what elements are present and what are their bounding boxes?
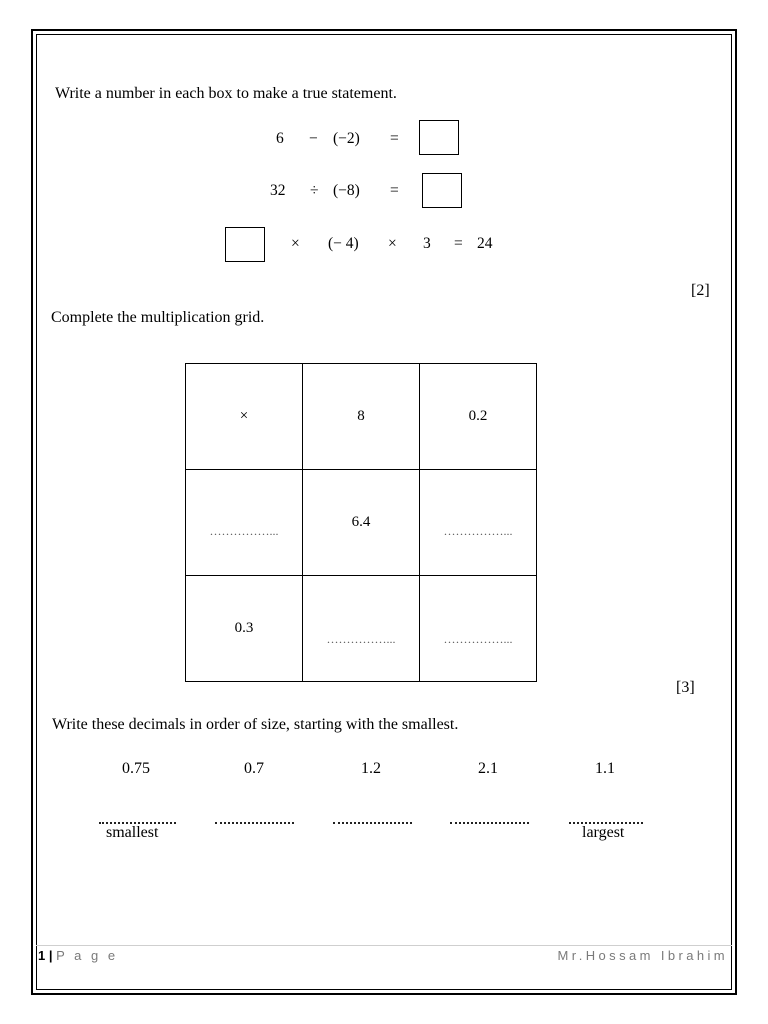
answer-dots: ……………... xyxy=(326,632,396,646)
largest-label: largest xyxy=(582,824,625,841)
decimal-5: 1.1 xyxy=(595,760,615,777)
q1-eq2-a: 32 xyxy=(270,182,286,199)
q1-eq3-result: 24 xyxy=(477,235,493,252)
answer-blank-4[interactable] xyxy=(450,822,529,824)
q1-eq2-answer-box[interactable] xyxy=(422,173,462,208)
q1-eq3-op2: × xyxy=(388,235,397,252)
page-number: 1 xyxy=(38,948,46,963)
q1-eq2-op: ÷ xyxy=(310,182,319,199)
q1-eq3-answer-box[interactable] xyxy=(225,227,265,262)
q1-eq3-op1: × xyxy=(291,235,300,252)
q2-marks: [3] xyxy=(676,679,695,696)
footer-author: Mr.Hossam Ibrahim xyxy=(557,948,728,963)
q1-eq3-b: (− 4) xyxy=(328,235,359,252)
grid-corner-cell xyxy=(186,364,303,470)
answer-dots: ……………... xyxy=(443,524,513,538)
grid-cell-r2c1-blank[interactable] xyxy=(303,576,420,682)
grid-row-header-2: 0.3 xyxy=(186,576,303,682)
q1-eq1-b: (−2) xyxy=(333,130,360,147)
smallest-label: smallest xyxy=(106,824,159,841)
answer-blank-2[interactable] xyxy=(215,822,294,824)
q3-instruction: Write these decimals in order of size, starting with the smallest. xyxy=(52,716,459,733)
decimal-1: 0.75 xyxy=(122,760,150,777)
multiplication-grid xyxy=(185,363,537,682)
grid-cell-r2c2-blank[interactable] xyxy=(420,576,537,682)
q1-eq1-op: − xyxy=(309,130,318,147)
decimal-2: 0.7 xyxy=(244,760,264,777)
q1-eq3-equals: = xyxy=(454,235,463,252)
q1-eq2-equals: = xyxy=(390,182,399,199)
decimal-3: 1.2 xyxy=(361,760,381,777)
q1-eq1-equals: = xyxy=(390,130,399,147)
q1-instruction: Write a number in each box to make a true statement. xyxy=(55,85,397,102)
answer-blank-3[interactable] xyxy=(333,822,412,824)
q1-eq1-a: 6 xyxy=(276,130,284,147)
footer-divider xyxy=(36,945,732,946)
q1-eq3-c: 3 xyxy=(423,235,431,252)
decimal-4: 2.1 xyxy=(478,760,498,777)
q1-marks: [2] xyxy=(691,282,710,299)
grid-cell-r1c1: 6.4 xyxy=(303,470,420,576)
q2-instruction: Complete the multiplication grid. xyxy=(51,309,265,326)
grid-row-header-1-blank[interactable] xyxy=(186,470,303,576)
grid-col-header-1: 8 xyxy=(303,364,420,470)
times-sign: × xyxy=(239,408,249,424)
grid-cell-r1c2-blank[interactable] xyxy=(420,470,537,576)
page-label: P a g e xyxy=(56,948,119,963)
q1-eq2-b: (−8) xyxy=(333,182,360,199)
answer-dots: ……………... xyxy=(209,524,279,538)
grid-col-header-2: 0.2 xyxy=(420,364,537,470)
footer-page-info xyxy=(38,948,118,963)
q1-eq1-answer-box[interactable] xyxy=(419,120,459,155)
page-separator: | xyxy=(48,948,53,963)
answer-dots: ……………... xyxy=(443,632,513,646)
